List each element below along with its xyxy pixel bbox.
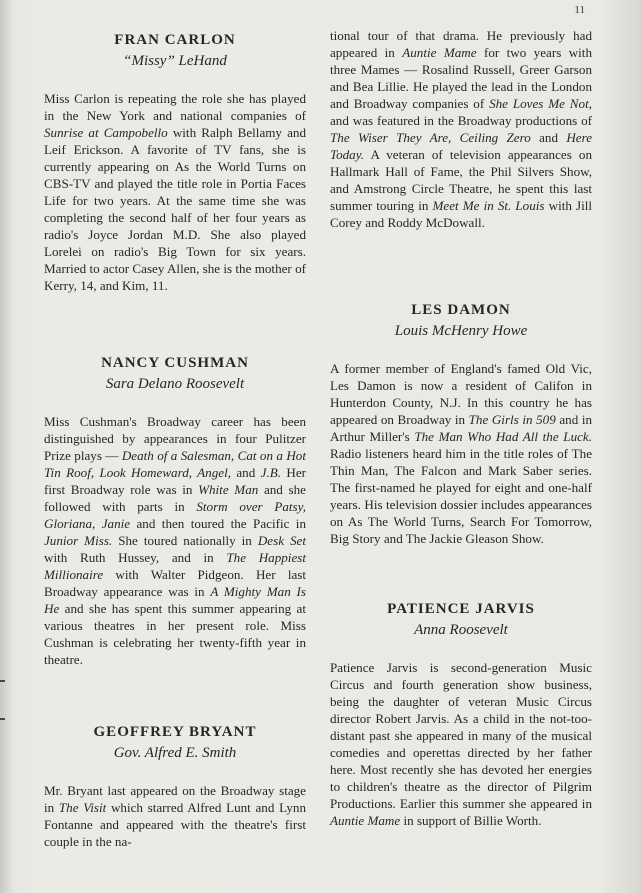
bio-les-damon <box>330 302 592 547</box>
page-number: 11 <box>574 4 585 16</box>
title-italic: The Man Who Had All the Luck. <box>414 429 593 444</box>
title-italic: White Man <box>198 482 259 497</box>
title-italic: The Visit <box>58 800 107 815</box>
title-italic: Auntie Mame <box>402 45 477 60</box>
margin-mark <box>0 718 5 720</box>
title-italic: J.B. <box>260 465 281 480</box>
title-italic: Junior Miss. <box>44 533 113 548</box>
bio-text: tional tour of that drama. He previously had appeared in Auntie Mame for two years with three Mames — Rosalind Russell, Greer Garson and Bea Lillie. He played the lead in the London and Broadway companies of She Loves Me Not, and was featured in the Broadway productions of The Wiser They Are, Ceiling Zero and Here Today. A veteran of television appearances on Hallmark Hall of Fame, the Phil Silvers Show, and Amstrong Circle Theatre, he spent this last summer touring in Meet Me in St. Louis with Jill Corey and Roddy McDowall. <box>330 28 593 230</box>
title-italic: Desk Set <box>257 533 306 548</box>
character-role: Louis McHenry Howe <box>394 323 528 339</box>
title-italic: Sunrise at Campobello <box>44 125 168 140</box>
actor-name: LES DAMON <box>411 302 511 318</box>
actor-name: NANCY CUSHMAN <box>101 355 249 371</box>
bio-geoffrey-bryant <box>44 724 306 850</box>
bio-text: Miss Cushman's Broadway career has been distinguished by appearances in four Pulitzer Prize plays — Death of a Salesman, Cat on a Hot Tin Roof, Look Homeward, Angel, and J.B. Her first Broadway role was in White Man and she followed with parts in Storm over Patsy, Gloriana, Janie and then toured the Pacific in Junior Miss. She toured nationally in Desk Set with Ruth Hussey, and in The Happiest Millionaire with Walter Pidgeon. Her last Broadway appearance was in A Mighty Man Is He and she has spent this summer appearing at various theatres in her present role. Miss Cushman is celebrating her twenty-fifth year in theatre. <box>44 414 306 667</box>
bio-patience-jarvis <box>330 601 592 829</box>
title-italic: Here Today. <box>330 130 593 162</box>
actor-name: FRAN CARLON <box>114 32 236 48</box>
title-italic: The Wiser They Are, Ceiling Zero <box>330 130 531 145</box>
bio-nancy-cushman <box>44 355 306 668</box>
margin-mark <box>0 680 5 682</box>
bio-text: Patience Jarvis is second-generation Music Circus and fourth generation show business, being the daughter of veteran Music Circus director Robert Jarvis. As a child in the not-too-distant past she appeared in many of the musical comedies and operettas directed by her father here. Most recently she has devoted her energies to children's theatre as the director of Pilgrim Productions. Earlier this summer she appeared in Auntie Mame in support of Billie Worth. <box>330 660 592 828</box>
bio-text: Miss Carlon is repeating the role she has played in the New York and national companies of Sunrise at Campobello with Ralph Bellamy and Leif Erickson. A favorite of TV fans, she is currently appearing on As the World Turns on CBS-TV and played the title role in Portia Faces Life for two years. At the same time she was completing the second half of her four years as radio's Joyce Jordan M.D. She also played Lorelei on radio's Big Town for six years. Married to actor Casey Allen, she is the mother of Kerry, 14, and Kim, 11. <box>44 91 307 293</box>
bio-geoffrey-bryant-continued <box>330 27 592 231</box>
bio-fran-carlon <box>44 32 306 294</box>
character-role: Sara Delano Roosevelt <box>105 376 245 392</box>
bio-text: A former member of England's famed Old Vic, Les Damon is now a resident of Califon in Hunterdon County, N.J. In this country he has appeared on Broadway in The Girls in 509 and in Arthur Miller's The Man Who Had All the Luck. Radio listeners heard him in the title roles of The Thin Man, The Falcon and Mark Saber series. The first-named he played for eight and one-half years. His television dossier includes appearances on As The World Turns, Search For Tomorrow, Big Story and The Jackie Gleason Show. <box>330 361 593 546</box>
character-role: Anna Roosevelt <box>414 622 508 638</box>
title-italic: A Mighty Man Is He <box>44 584 306 616</box>
title-italic: Storm over Patsy, Gloriana, Janie <box>44 499 306 531</box>
actor-name: GEOFFREY BRYANT <box>93 724 257 740</box>
title-italic: Auntie Mame <box>330 813 401 828</box>
title-italic: Death of a Salesman, Cat on a Hot Tin Roof, Look Homeward, Angel, <box>44 448 306 480</box>
title-italic: Meet Me in St. Louis <box>432 198 545 213</box>
bio-text: Mr. Bryant last appeared on the Broadway stage in The Visit which starred Alfred Lunt and Lynn Fontanne and appeared with the theatre's first couple in the na- <box>44 783 306 849</box>
character-role: “Missy” LeHand <box>123 53 227 69</box>
title-italic: The Happiest Millionaire <box>44 550 306 582</box>
title-italic: The Girls in 509 <box>468 412 556 427</box>
actor-name: PATIENCE JARVIS <box>387 601 535 617</box>
character-role: Gov. Alfred E. Smith <box>113 745 237 761</box>
title-italic: She Loves Me Not, <box>489 96 593 111</box>
